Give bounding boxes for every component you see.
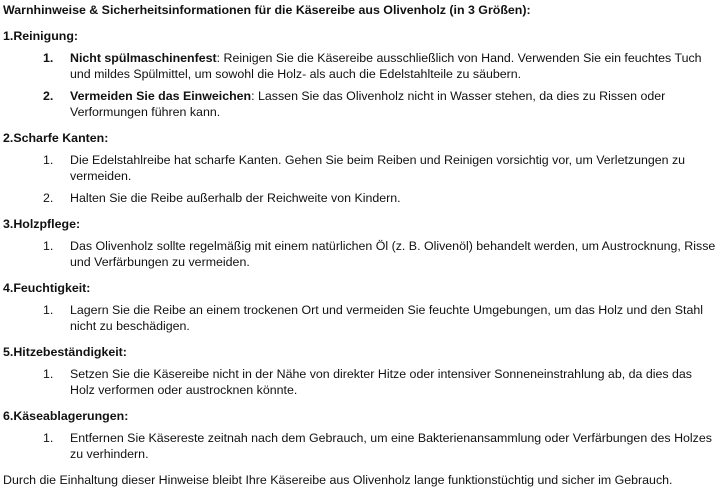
document-title: Warnhinweise & Sicherheitsinformationen für die Käsereibe aus Olivenholz (in 3 Größen): — [3, 3, 531, 17]
numbered-list — [3, 366, 717, 398]
section-reinigung — [3, 28, 717, 120]
numbered-list — [3, 238, 717, 270]
list-item-text: Das Olivenholz sollte regelmäßig mit einem natürlichen Öl (z. B. Olivenöl) behandelt werden, um Austrocknung, Risse und Verfärbungen zu vermeiden. — [70, 239, 716, 269]
list-item-number: 1. — [43, 431, 54, 445]
list-item-text: : Lassen Sie das Olivenholz nicht in Wasser stehen, da dies zu Rissen oder Verformungen führen kann. — [70, 89, 666, 119]
list-item-text: : Reinigen Sie die Käsereibe ausschließlich von Hand. Verwenden Sie ein feuchtes Tuch und mildes Spülmittel, um sowohl die Holz- als auch die Edelstahlteile zu säubern. — [70, 51, 702, 81]
list-item — [3, 238, 717, 270]
document-body — [3, 2, 717, 488]
section-hitzebestaendigkeit — [3, 344, 717, 398]
section-heading: 6.Käseablagerungen: — [3, 409, 129, 423]
numbered-list — [3, 50, 717, 120]
list-item — [3, 366, 717, 398]
list-item-number: 1. — [43, 239, 54, 253]
numbered-list — [3, 152, 717, 206]
list-item-lead: Vermeiden Sie das Einweichen — [70, 89, 252, 103]
section-heading: 3.Holzpflege: — [3, 217, 81, 231]
list-item-number: 1. — [43, 367, 54, 381]
list-item — [3, 302, 717, 334]
section-heading: 4.Feuchtigkeit: — [3, 281, 91, 295]
list-item-text: Halten Sie die Reibe außerhalb der Reichweite von Kindern. — [70, 191, 401, 205]
numbered-list — [3, 302, 717, 334]
document-footer: Durch die Einhaltung dieser Hinweise bleibt Ihre Käsereibe aus Olivenholz lange funktionstüchtig und sicher im Gebrauch. — [3, 473, 673, 487]
list-item-text: Die Edelstahlreibe hat scharfe Kanten. Gehen Sie beim Reiben und Reinigen vorsichtig vor, um Verletzungen zu vermeiden. — [70, 153, 686, 183]
list-item-text: Entfernen Sie Käsereste zeitnah nach dem Gebrauch, um eine Bakterienansammlung oder Verfärbungen des Holzes zu verhindern. — [70, 431, 712, 461]
list-item-number: 1. — [43, 153, 54, 167]
section-heading: 1.Reinigung: — [3, 29, 79, 43]
list-item-text: Setzen Sie die Käsereibe nicht in der Nähe von direkter Hitze oder intensiver Sonneneinstrahlung ab, da dies das Holz verformen oder austrocknen könnte. — [70, 367, 692, 397]
list-item-number: 2. — [43, 191, 54, 205]
section-kaeseablagerungen — [3, 408, 717, 462]
section-heading: 2.Scharfe Kanten: — [3, 131, 109, 145]
list-item — [3, 152, 717, 184]
numbered-list — [3, 430, 717, 462]
list-item-lead: Nicht spülmaschinenfest — [70, 51, 217, 65]
list-item-number: 1. — [43, 51, 54, 65]
list-item-number: 2. — [43, 89, 54, 103]
section-scharfe-kanten — [3, 130, 717, 206]
list-item — [3, 190, 717, 206]
list-item — [3, 88, 717, 120]
list-item — [3, 50, 717, 82]
list-item — [3, 430, 717, 462]
section-heading: 5.Hitzebeständigkeit: — [3, 345, 127, 359]
section-feuchtigkeit — [3, 280, 717, 334]
list-item-number: 1. — [43, 303, 54, 317]
list-item-text: Lagern Sie die Reibe an einem trockenen Ort und vermeiden Sie feuchte Umgebungen, um das Holz und den Stahl nicht zu beschädigen. — [70, 303, 703, 333]
section-holzpflege — [3, 216, 717, 270]
